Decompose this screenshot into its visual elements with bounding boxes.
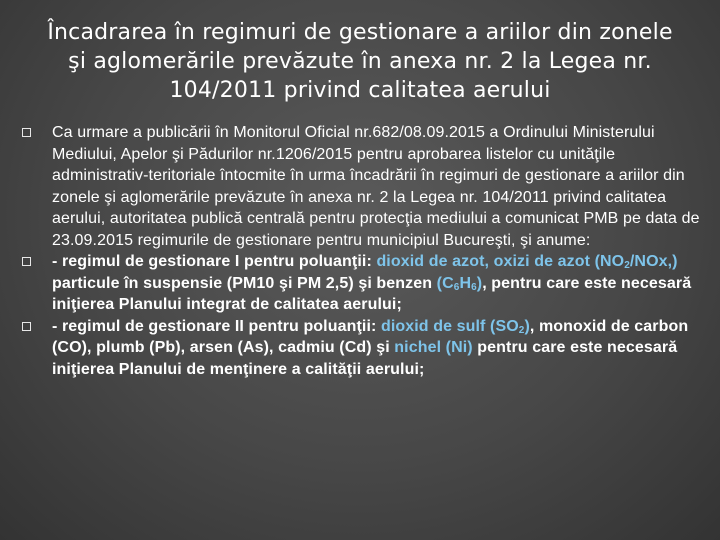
regime-2-lead: - regimul de gestionare II pentru poluanţii: [52, 317, 381, 335]
regime-1-benzene-close: ) [476, 274, 483, 292]
square-bullet-icon [22, 257, 31, 266]
regime-1-sub-6b: 6 [471, 281, 477, 293]
regime-1-sub-6a: 6 [453, 281, 460, 293]
bullet-intro-text: Ca urmare a publicării în Monitorul Oficial nr.682/08.09.2015 a Ordinului Ministerului Mediului, Apelor şi Pădurilor nr.1206/2015 pentru aprobarea listelor cu unităţile administrativ-teritoriale întocmite în urma încadrării în regimuri de gestionare a ariilor din zonele şi aglomerările prevăzute în anexa nr. 2 la Legea nr. 104/2011 privind calitatea aerului, autoritatea publică centrală pentru protecţia mediului a comunicat PMB pe data de 23.09.2015 regimurile de gestionare pentru municipiul Bucureşti, şi anume: [52, 124, 700, 249]
square-bullet-icon [22, 322, 31, 331]
bullet-regime-1 [20, 251, 710, 316]
regime-2-others: , monoxid de carbon (CO), plumb (Pb), arsen (As), cadmiu (Cd) şi [52, 317, 689, 356]
regime-1-benzene-h: H [459, 274, 472, 292]
regime-1-sub-2: 2 [624, 260, 630, 271]
regime-2-sub-2: 2 [518, 324, 525, 336]
regime-2-tail: pentru care este necesară iniţierea Planului de menţinere a calităţii aerului; [52, 339, 678, 378]
regime-1-pollutant-no2: dioxid de azot, oxizi de azot (NO [376, 253, 625, 270]
square-bullet-icon [22, 128, 31, 137]
regime-2-so2-close: ) [524, 317, 530, 335]
regime-1-tail: , pentru care este necesară iniţierea Planului integrat de calitatea aerului; [52, 274, 692, 313]
bullet-regime-2 [20, 316, 710, 381]
regime-1-benzene-open: (C [436, 274, 454, 292]
regime-1-pollutant-nox: /NOx,) [629, 253, 678, 270]
regime-2-pollutant-so2: dioxid de sulf (SO [380, 317, 519, 335]
regime-1-lead: - regimul de gestionare I pentru poluanţii: [52, 253, 377, 270]
regime-2-pollutant-nickel: nichel (Ni) [394, 339, 473, 356]
bullet-intro [20, 122, 710, 251]
slide-title: Încadrarea în regimuri de gestionare a ariilor din zonele şi aglomerările prevăzute în anexa nr. 2 la Legea nr. 104/2011 privind calitatea aerului [47, 20, 673, 103]
regime-1-particles: particule în suspensie (PM10 şi PM 2,5) şi benzen [52, 274, 437, 292]
bullet-list [20, 122, 710, 380]
